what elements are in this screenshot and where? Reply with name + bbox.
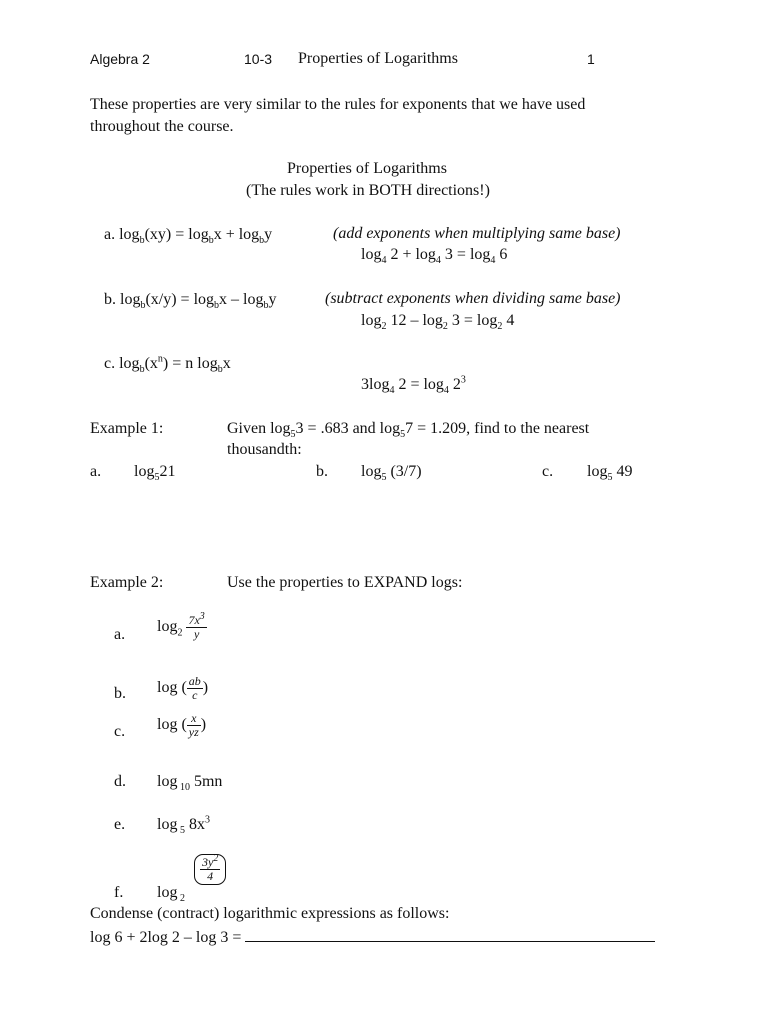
example-2-part-f-label: f. [114, 884, 124, 901]
example-2-label: Example 2: [90, 574, 164, 591]
properties-heading: Properties of Logarithms [287, 160, 447, 177]
example-1-part-a-label: a. [90, 463, 102, 480]
fraction-ab-over-c: $\frac{ab}{c}$ [188, 674, 201, 702]
parenthesized-fraction [194, 854, 226, 885]
fraction-3y2-over-4: $\frac{3y^2}{4}$ [202, 853, 219, 883]
example-2-part-f: log $_2$ [157, 884, 185, 905]
example-1-part-b: $\log_5 (3/7)$ [361, 463, 422, 484]
section-number: 10-3 [244, 51, 273, 67]
property-b: b. $\log_b(x/y) = \log_bx - \log_by$ [104, 291, 277, 312]
example-1-given-line-2: thousandth: [227, 441, 302, 458]
example-1-label: Example 1: [90, 420, 164, 437]
properties-subheading: (The rules work in BOTH directions!) [246, 182, 490, 199]
example-2-part-c: log ( $\frac{x}{yz}$ ) [157, 711, 207, 739]
property-a-example: $\log_4 2 + \log_4 3 = \log_4 6$ [361, 246, 508, 267]
fraction-x-over-yz: $\frac{x}{yz}$ [188, 711, 199, 739]
example-2-part-a: $\log_2$ $\frac{7x^3}{y}$ [157, 611, 205, 641]
example-2-part-d: log $_{10}$ 5mn [157, 773, 223, 794]
example-2-part-f-argument [194, 854, 226, 885]
example-2-part-e: log $_5$ $8x^3$ [157, 814, 210, 837]
property-a: a. $\log_b(xy) = \log_bx + \log_by$ [104, 226, 273, 247]
property-b-example: $\log_2 12 - \log_2 3 = \log_2 4$ [361, 312, 515, 333]
example-1-part-b-label: b. [316, 463, 328, 480]
example-2-part-e-label: e. [114, 816, 126, 833]
example-2-part-c-label: c. [114, 723, 126, 740]
property-b-note: (subtract exponents when dividing same base) [325, 290, 621, 307]
page-title: Properties of Logarithms [298, 50, 458, 67]
condense-instruction: Condense (contract) logarithmic expressions as follows: [90, 905, 450, 922]
condense-expression: log 6 + 2log 2 – log 3 = [90, 927, 655, 947]
answer-blank [245, 927, 655, 942]
property-c-example: $3\log_4$ $2 = \log_4 2^3$ [361, 374, 466, 397]
fraction-7x3-over-y: $\frac{7x^3}{y}$ [188, 611, 205, 641]
property-a-note: (add exponents when multiplying same base) [333, 225, 621, 242]
example-2-part-d-label: d. [114, 773, 126, 790]
example-2-part-b-label: b. [114, 685, 126, 702]
example-1-part-c-label: c. [542, 463, 554, 480]
example-2-part-b: log ( $\frac{ab}{c}$ ) [157, 674, 209, 702]
page-number: 1 [587, 51, 595, 67]
intro-line-1: These properties are very similar to the rules for exponents that we have used [90, 96, 586, 113]
example-2-part-a-label: a. [114, 626, 126, 643]
property-c: c. $\log_b(x^n) = n$ $\log_bx$ [104, 353, 231, 376]
example-2-instruction: Use the properties to EXPAND logs: [227, 574, 463, 591]
example-1-part-a: $\log_521$ [134, 463, 176, 484]
course-name: Algebra 2 [90, 51, 150, 67]
example-1-given: Given $\log_53 = .683$ and $\log_57 = 1.209$, find to the nearest [227, 420, 590, 441]
intro-line-2: throughout the course. [90, 118, 234, 135]
example-1-part-c: $\log_5 49$ [587, 463, 633, 484]
